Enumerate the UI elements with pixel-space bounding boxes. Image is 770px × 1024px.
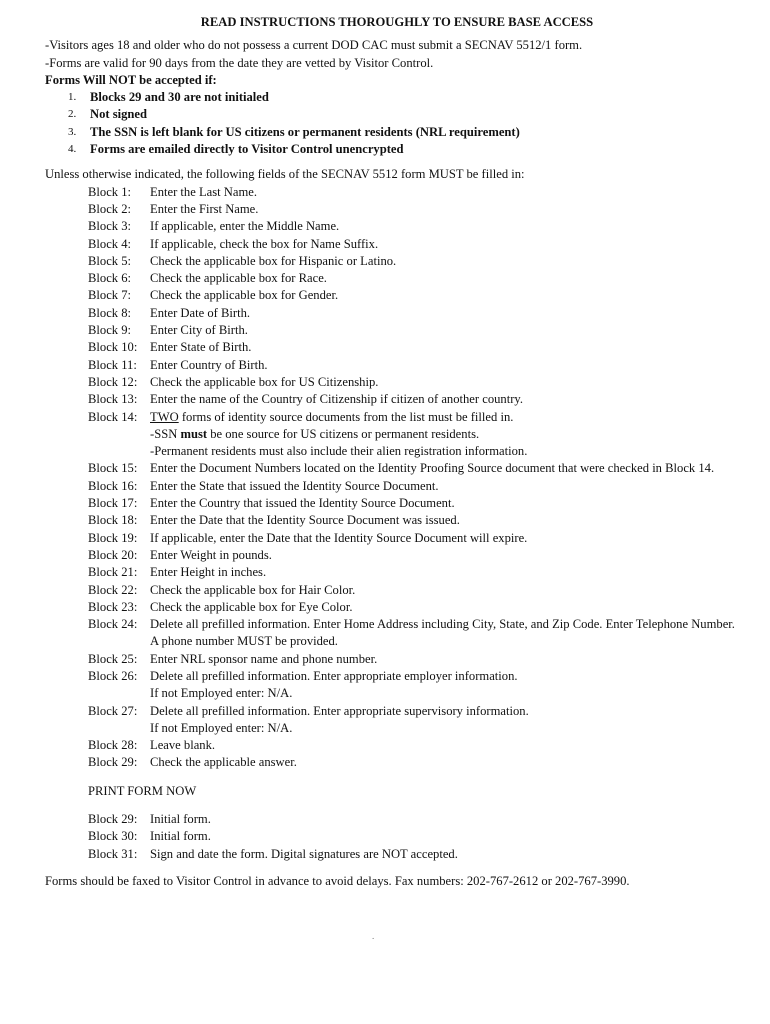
fax-instructions: Forms should be faxed to Visitor Control in advance to avoid delays. Fax numbers: 202-767-2612 or 202-767-3990. <box>45 873 630 888</box>
not-accepted-heading: Forms Will NOT be accepted if: <box>45 72 217 87</box>
block-row: Block 20: Enter Weight in pounds. <box>88 547 272 562</box>
block-row: Block 16: Enter the State that issued the Identity Source Document. <box>88 478 439 493</box>
block-row: Block 8: Enter Date of Birth. <box>88 305 251 320</box>
print-form-instruction: PRINT FORM NOW <box>88 783 197 798</box>
block-row: Block 6: Check the applicable box for Race. <box>88 271 327 286</box>
block-row: Block 27: Delete all prefilled information. Enter appropriate supervisory information. If not Employed enter: N/A. <box>88 703 529 735</box>
validity-rule: -Forms are valid for 90 days from the date they are vetted by Visitor Control. <box>45 55 434 70</box>
block-list <box>45 184 745 772</box>
block-row: Block 4: If applicable, check the box for Name Suffix. <box>88 236 379 251</box>
block-row: Block 1: Enter the Last Name. <box>88 184 258 199</box>
block-row: Block 12: Check the applicable box for US Citizenship. <box>88 374 379 389</box>
block-row: Block 29: Initial form. <box>88 812 211 827</box>
block-row: Block 15: Enter the Document Numbers located on the Identity Proofing Source document that were checked in Block 14. <box>88 461 715 476</box>
final-block-list <box>45 811 745 863</box>
rejection-reasons-list <box>45 89 745 158</box>
block-row: Block 21: Enter Height in inches. <box>88 565 267 580</box>
block-row: Block 11: Enter Country of Birth. <box>88 357 268 372</box>
block-row: Block 24: Delete all prefilled information. Enter Home Address including City, State, and Zip Code. Enter Telephone Number. A phone number MUST be provided. <box>88 617 735 649</box>
permanent-resident-note: -Permanent residents must also include their alien registration information. <box>150 444 528 459</box>
visitor-rule: -Visitors ages 18 and older who do not possess a current DOD CAC must submit a SECNAV 5512/1 form. <box>45 38 583 53</box>
page-title: READ INSTRUCTIONS THOROUGHLY TO ENSURE BASE ACCESS <box>200 15 594 29</box>
block-row: Block 5: Check the applicable box for Hispanic or Latino. <box>88 253 397 268</box>
block-row: Block 18: Enter the Date that the Identity Source Document was issued. <box>88 513 460 528</box>
block-row: Block 19: If applicable, enter the Date that the Identity Source Document will expire. <box>88 530 528 545</box>
block-row: Block 26: Delete all prefilled information. Enter appropriate employer information. If not Employed enter: N/A. <box>88 668 518 701</box>
block-row: Block 9: Enter City of Birth. <box>88 323 248 338</box>
block-row: Block 23: Check the applicable box for Eye Color. <box>88 599 353 614</box>
document-page <box>45 14 745 890</box>
block-row-14: Block 14: TWO forms of identity source documents from the list must be filled in. <box>88 409 514 424</box>
block-row: Block 17: Enter the Country that issued the Identity Source Document. <box>88 496 455 511</box>
list-item: 3. The SSN is left blank for US citizens or permanent residents (NRL requirement) <box>68 124 520 139</box>
block-row: Block 31: Sign and date the form. Digital signatures are NOT accepted. <box>88 846 458 861</box>
block-row: Block 2: Enter the First Name. <box>88 201 259 216</box>
block-row: Block 3: If applicable, enter the Middle Name. <box>88 219 340 234</box>
block-row: Block 10: Enter State of Birth. <box>88 340 252 355</box>
stray-mark: . <box>372 931 375 941</box>
block-row: Block 22: Check the applicable box for Hair Color. <box>88 582 356 597</box>
block-row: Block 28: Leave blank. <box>88 738 216 753</box>
list-item: 4. Forms are emailed directly to Visitor Control unencrypted <box>68 142 404 157</box>
ssn-requirement: -SSN must be one source for US citizens or permanent residents. <box>150 426 480 441</box>
list-item: 1. Blocks 29 and 30 are not initialed <box>68 90 269 105</box>
block-row: Block 13: Enter the name of the Country of Citizenship if citizen of another country. <box>88 392 524 407</box>
list-item: 2. Not signed <box>68 107 148 122</box>
block-instructions-intro: Unless otherwise indicated, the following fields of the SECNAV 5512 form MUST be filled in: <box>45 167 525 182</box>
emphasis-two: TWO <box>150 409 179 424</box>
block-row: Block 25: Enter NRL sponsor name and phone number. <box>88 651 378 666</box>
block-row: Block 29: Check the applicable answer. <box>88 755 297 770</box>
block-row: Block 7: Check the applicable box for Gender. <box>88 288 339 303</box>
block-row: Block 30: Initial form. <box>88 829 211 844</box>
